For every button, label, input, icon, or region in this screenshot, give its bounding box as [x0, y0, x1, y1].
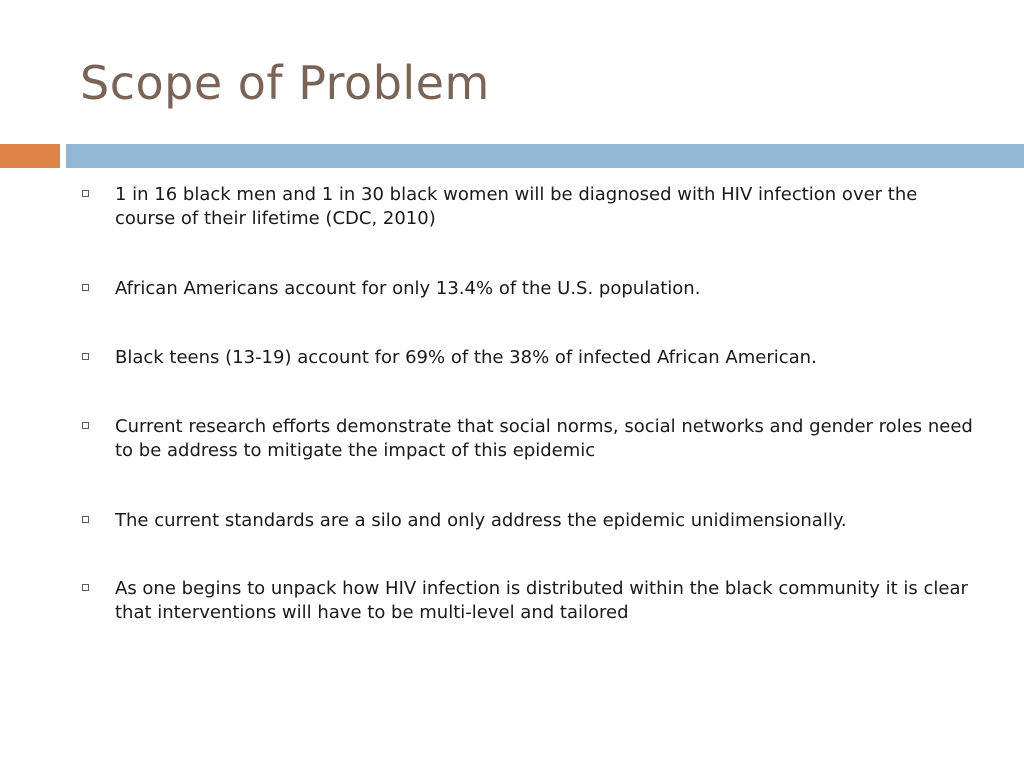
square-bullet-icon — [82, 353, 89, 360]
bullet-item — [80, 277, 980, 301]
square-bullet-icon — [82, 584, 89, 591]
bullet-text: The current standards are a silo and only address the epidemic unidimensionally. — [115, 510, 847, 531]
bullet-text: Current research efforts demonstrate that social norms, social networks and gender roles need to be address to mitigate the impact of this epidemic — [115, 416, 973, 461]
bullet-text: As one begins to unpack how HIV infection is distributed within the black community it is clear that interventions will have to be multi-level and tailored — [115, 578, 968, 623]
bullet-item — [80, 415, 980, 463]
square-bullet-icon — [82, 422, 89, 429]
slide-title: Scope of Problem — [80, 56, 490, 110]
bullet-text: 1 in 16 black men and 1 in 30 black women will be diagnosed with HIV infection over the course of their lifetime (CDC, 2010) — [115, 184, 918, 229]
bullet-text: African Americans account for only 13.4% of the U.S. population. — [115, 278, 701, 299]
bullet-item — [80, 183, 980, 231]
bullet-item — [80, 346, 980, 370]
square-bullet-icon — [82, 190, 89, 197]
bullet-item — [80, 577, 980, 625]
bullet-text: Black teens (13-19) account for 69% of the 38% of infected African American. — [115, 347, 817, 368]
square-bullet-icon — [82, 284, 89, 291]
square-bullet-icon — [82, 516, 89, 523]
bullet-item — [80, 509, 980, 533]
